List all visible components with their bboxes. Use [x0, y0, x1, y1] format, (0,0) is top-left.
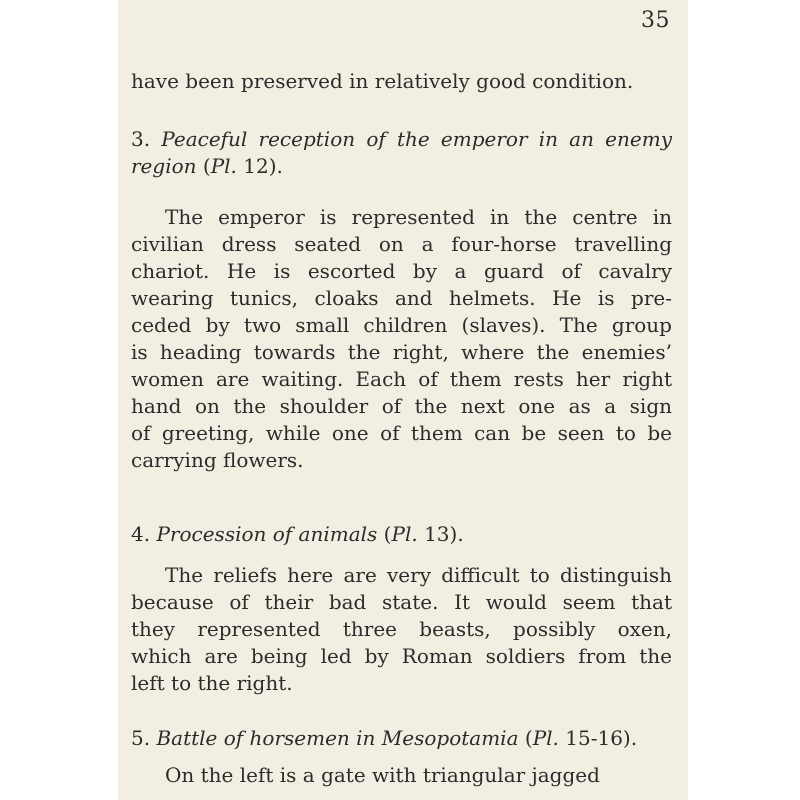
section-title: Battle of horsemen in Mesopotamia: [156, 726, 519, 750]
body-line: chariot. He is escorted by a guard of cavalry: [131, 259, 672, 283]
body-line: of greeting, while one of them can be seen to be: [131, 421, 672, 445]
section-4-body: [131, 562, 672, 697]
plate-label: Pl.: [391, 522, 418, 546]
plate-reference: 13).: [424, 522, 464, 546]
body-line: left to the right.: [131, 671, 293, 695]
plate-reference: 12).: [243, 154, 283, 178]
section-3-heading: 3. Peaceful reception of the emperor in an enemy region (Pl. 12).: [131, 127, 672, 178]
section-5-body: [131, 762, 672, 789]
intro-paragraph: [131, 68, 672, 95]
body-line: which are being led by Roman soldiers from the: [131, 644, 672, 668]
body-line: is heading towards the right, where the enemies’: [131, 340, 672, 364]
section-number: 4.: [131, 522, 151, 546]
body-line: On the left is a gate with triangular jagged: [165, 763, 600, 787]
body-line: civilian dress seated on a four-horse travelling: [131, 232, 672, 256]
section-title-continued: region: [131, 154, 197, 178]
section-number: 3.: [131, 127, 151, 151]
plate-label: Pl.: [210, 154, 237, 178]
plate-reference: 15-16).: [565, 726, 638, 750]
body-line: hand on the shoulder of the next one as a sign: [131, 394, 672, 418]
body-line: The emperor is represented in the centre in: [165, 205, 672, 229]
section-title: Procession of animals: [156, 522, 378, 546]
body-line: carrying flowers.: [131, 448, 304, 472]
body-line: The reliefs here are very difficult to distinguish: [165, 563, 672, 587]
body-line: they represented three beasts, possibly oxen,: [131, 617, 672, 641]
body-line: wearing tunics, cloaks and helmets. He is pre-: [131, 286, 672, 310]
intro-line: have been preserved in relatively good condition.: [131, 69, 634, 93]
plate-label: Pl.: [532, 726, 559, 750]
section-4-heading: 4. Procession of animals (Pl. 13).: [131, 522, 464, 546]
page-number: 35: [641, 8, 670, 33]
section-number: 5.: [131, 726, 151, 750]
book-page: [118, 0, 688, 800]
body-line: ceded by two small children (slaves). The group: [131, 313, 672, 337]
section-title: Peaceful reception of the emperor in an enemy: [161, 127, 672, 151]
section-3-body: [131, 204, 672, 474]
body-line: women are waiting. Each of them rests her right: [131, 367, 672, 391]
section-5-heading: 5. Battle of horsemen in Mesopotamia (Pl. 15-16).: [131, 726, 638, 750]
body-line: because of their bad state. It would seem that: [131, 590, 672, 614]
